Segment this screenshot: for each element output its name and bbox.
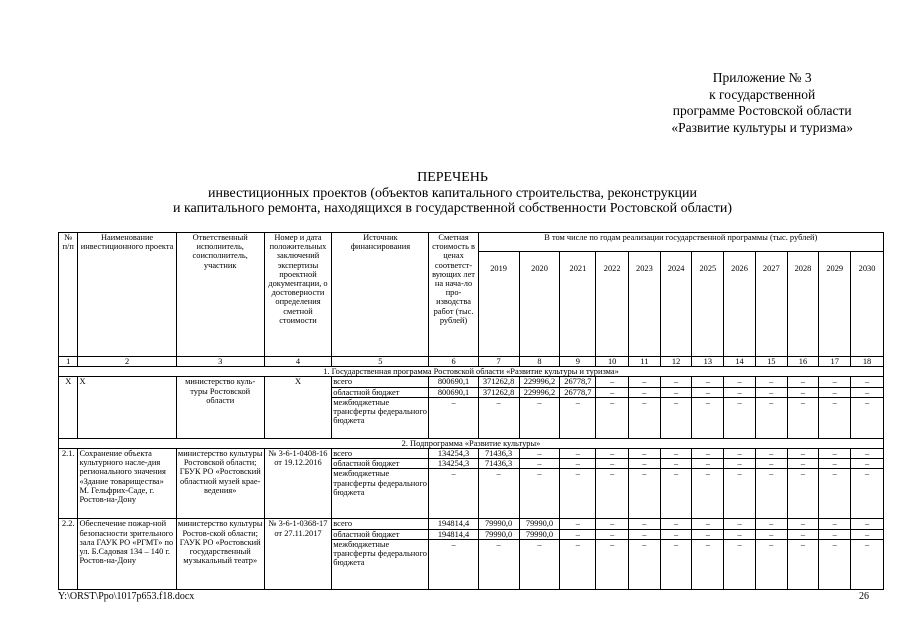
- funding-source: всего: [332, 377, 429, 387]
- column-number: 7: [478, 357, 519, 367]
- year-value: –: [692, 539, 724, 589]
- funding-source: межбюджетные трансферты федерального бюджета: [332, 397, 429, 438]
- estimated-cost: 800690,1: [429, 387, 478, 397]
- page-number: 26: [859, 591, 869, 602]
- year-value: –: [692, 449, 724, 459]
- estimated-cost: 194814,4: [429, 529, 478, 539]
- year-value: –: [819, 469, 851, 519]
- appendix-block: [671, 70, 853, 136]
- year-value: –: [519, 469, 560, 519]
- header-expertise: Номер и дата положительных заключений экспертизы проектной документации, о достоверности определения сметной стоимости: [264, 233, 332, 357]
- year-header: 2023: [629, 252, 661, 357]
- header-cost: Сметная стоимость в ценах соответст-вующих лет на нача-ло про-изводства работ (тыс. рублей): [429, 233, 478, 357]
- year-value: –: [755, 459, 787, 469]
- year-value: –: [596, 397, 629, 438]
- year-value: –: [478, 397, 519, 438]
- column-number: 13: [692, 357, 724, 367]
- year-value: 79990,0: [519, 519, 560, 529]
- funding-source: межбюджетные трансферты федерального бюджета: [332, 539, 429, 589]
- year-header: 2019: [478, 252, 519, 357]
- year-header: 2022: [596, 252, 629, 357]
- year-value: –: [629, 387, 661, 397]
- year-value: 371262,8: [478, 387, 519, 397]
- year-value: –: [819, 449, 851, 459]
- estimated-cost: 194814,4: [429, 519, 478, 529]
- year-value: –: [692, 397, 724, 438]
- column-number: 14: [724, 357, 756, 367]
- appendix-line-3: программе Ростовской области: [672, 103, 852, 118]
- year-header: 2021: [560, 252, 596, 357]
- year-value: –: [819, 459, 851, 469]
- year-value: 79990,0: [519, 529, 560, 539]
- year-header: 2030: [851, 252, 884, 357]
- year-value: –: [851, 387, 884, 397]
- year-value: –: [787, 449, 819, 459]
- header-num: № п/п: [59, 233, 78, 357]
- column-number: 4: [264, 357, 332, 367]
- year-value: –: [596, 529, 629, 539]
- year-value: –: [724, 469, 756, 519]
- year-value: –: [787, 459, 819, 469]
- year-value: –: [660, 529, 692, 539]
- executor-cell: министерство культуры Ростовской области; ГБУК РО «Ростовский областной музей крае-ведения»: [176, 449, 264, 519]
- expertise-cell: № 3-6-1-0408-16 от 19.12.2016: [264, 449, 332, 519]
- year-value: –: [596, 519, 629, 529]
- year-value: –: [629, 469, 661, 519]
- column-number: 18: [851, 357, 884, 367]
- year-value: –: [851, 459, 884, 469]
- year-value: –: [755, 539, 787, 589]
- year-value: –: [560, 459, 596, 469]
- year-value: –: [660, 469, 692, 519]
- year-value: –: [660, 539, 692, 589]
- estimated-cost: –: [429, 539, 478, 589]
- title-line-3: и капитального ремонта, находящихся в государственной собственности Ростовской области): [172, 201, 733, 216]
- expertise-cell: № 3-6-1-0368-17 от 27.11.2017: [264, 519, 332, 589]
- year-header: 2020: [519, 252, 560, 357]
- header-executor: Ответственный исполнитель, соисполнитель, участник: [176, 233, 264, 357]
- column-number: 1: [59, 357, 78, 367]
- funding-source: межбюджетные трансферты федерального бюджета: [332, 469, 429, 519]
- expertise-cell: Х: [264, 377, 332, 438]
- year-value: –: [851, 539, 884, 589]
- executor-cell: министерство культуры Ростов-ской области; ГАУК РО «Ростовский государственный музыкальный театр»: [176, 519, 264, 589]
- column-number: 5: [332, 357, 429, 367]
- executor-cell: министерство куль-туры Ростовской области: [176, 377, 264, 438]
- year-value: –: [755, 529, 787, 539]
- year-value: –: [596, 449, 629, 459]
- year-value: –: [629, 449, 661, 459]
- column-number: 3: [176, 357, 264, 367]
- year-value: –: [724, 519, 756, 529]
- table-row: [59, 519, 884, 529]
- column-number: 2: [78, 357, 176, 367]
- project-name: Обеспечение пожар-ной безопасности зрительного зала ГАУК РО «РГМТ» по ул. Б.Садовая 134 – 140 г. Ростов-на-Дону: [78, 519, 176, 589]
- year-value: –: [819, 539, 851, 589]
- year-value: –: [787, 519, 819, 529]
- year-value: –: [851, 529, 884, 539]
- column-numbers-row: [59, 357, 884, 367]
- project-number: Х: [59, 377, 78, 438]
- year-value: –: [692, 459, 724, 469]
- project-name: Х: [78, 377, 176, 438]
- year-value: –: [819, 397, 851, 438]
- year-value: –: [819, 529, 851, 539]
- year-value: –: [787, 377, 819, 387]
- year-value: –: [724, 449, 756, 459]
- year-value: –: [478, 539, 519, 589]
- projects-table: [58, 232, 884, 590]
- year-value: 79990,0: [478, 529, 519, 539]
- year-value: –: [755, 519, 787, 529]
- year-value: –: [596, 387, 629, 397]
- year-value: –: [819, 519, 851, 529]
- column-number: 12: [660, 357, 692, 367]
- year-value: –: [560, 529, 596, 539]
- year-value: –: [787, 469, 819, 519]
- year-value: –: [787, 397, 819, 438]
- appendix-line-4: «Развитие культуры и туризма»: [671, 119, 853, 135]
- column-number: 8: [519, 357, 560, 367]
- year-value: –: [692, 469, 724, 519]
- estimated-cost: 134254,3: [429, 449, 478, 459]
- year-value: 26778,7: [560, 377, 596, 387]
- year-value: –: [724, 377, 756, 387]
- funding-source: всего: [332, 519, 429, 529]
- section-title: 1. Государственная программа Ростовской области «Развитие культуры и туризма»: [59, 367, 884, 377]
- year-value: –: [660, 459, 692, 469]
- year-value: –: [629, 397, 661, 438]
- appendix-line-1: Приложение № 3: [712, 70, 812, 85]
- year-header: 2025: [692, 252, 724, 357]
- year-value: –: [851, 377, 884, 387]
- year-value: –: [560, 539, 596, 589]
- year-value: –: [787, 539, 819, 589]
- section-title: 2. Подпрограмма «Развитие культуры»: [59, 438, 884, 448]
- year-value: –: [851, 397, 884, 438]
- year-value: –: [692, 377, 724, 387]
- column-number: 15: [755, 357, 787, 367]
- year-value: –: [519, 459, 560, 469]
- year-value: 79990,0: [478, 519, 519, 529]
- year-value: –: [560, 519, 596, 529]
- year-header: 2027: [755, 252, 787, 357]
- column-number: 6: [429, 357, 478, 367]
- funding-source: областной бюджет: [332, 529, 429, 539]
- year-value: 371262,8: [478, 377, 519, 387]
- year-value: –: [629, 539, 661, 589]
- year-value: –: [519, 449, 560, 459]
- year-value: –: [755, 449, 787, 459]
- year-value: –: [560, 397, 596, 438]
- year-value: –: [560, 449, 596, 459]
- year-value: –: [560, 469, 596, 519]
- estimated-cost: 800690,1: [429, 377, 478, 387]
- year-value: 71436,3: [478, 449, 519, 459]
- year-value: –: [629, 529, 661, 539]
- year-value: –: [724, 539, 756, 589]
- year-header: 2029: [819, 252, 851, 357]
- estimated-cost: –: [429, 469, 478, 519]
- year-value: –: [787, 529, 819, 539]
- year-value: 229996,2: [519, 387, 560, 397]
- year-header: 2028: [787, 252, 819, 357]
- document-title: [0, 170, 905, 217]
- year-value: –: [660, 519, 692, 529]
- year-value: –: [755, 469, 787, 519]
- year-value: –: [851, 449, 884, 459]
- file-path: Y:\ORST\Ppo\1017p653.f18.docx: [58, 591, 195, 602]
- column-number: 11: [629, 357, 661, 367]
- year-value: –: [596, 469, 629, 519]
- year-value: –: [819, 377, 851, 387]
- year-value: –: [629, 519, 661, 529]
- year-value: –: [724, 397, 756, 438]
- year-value: –: [660, 377, 692, 387]
- funding-source: всего: [332, 449, 429, 459]
- year-value: –: [519, 397, 560, 438]
- year-value: –: [629, 459, 661, 469]
- year-value: –: [660, 397, 692, 438]
- year-value: –: [629, 377, 661, 387]
- year-value: –: [851, 469, 884, 519]
- section-row: [59, 367, 884, 377]
- appendix-line-2: к государственной: [709, 86, 816, 102]
- year-value: 229996,2: [519, 377, 560, 387]
- year-value: –: [660, 387, 692, 397]
- year-value: –: [819, 387, 851, 397]
- table-row: [59, 449, 884, 459]
- year-value: –: [724, 387, 756, 397]
- year-value: –: [596, 459, 629, 469]
- funding-source: областной бюджет: [332, 387, 429, 397]
- year-value: 26778,7: [560, 387, 596, 397]
- year-value: –: [724, 529, 756, 539]
- year-value: –: [755, 377, 787, 387]
- title-line-2: инвестиционных проектов (объектов капитального строительства, реконструкции: [208, 185, 697, 201]
- year-value: –: [724, 459, 756, 469]
- year-value: –: [596, 539, 629, 589]
- year-header: 2024: [660, 252, 692, 357]
- estimated-cost: –: [429, 397, 478, 438]
- column-number: 16: [787, 357, 819, 367]
- year-value: –: [692, 519, 724, 529]
- section-row: [59, 438, 884, 448]
- year-header: 2026: [724, 252, 756, 357]
- header-years-group: В том числе по годам реализации государственной программы (тыс. рублей): [478, 233, 883, 252]
- year-value: –: [478, 469, 519, 519]
- year-value: –: [787, 387, 819, 397]
- year-value: –: [660, 449, 692, 459]
- funding-source: областной бюджет: [332, 459, 429, 469]
- column-number: 17: [819, 357, 851, 367]
- year-value: –: [755, 387, 787, 397]
- estimated-cost: 134254,3: [429, 459, 478, 469]
- header-row: [59, 233, 884, 252]
- header-source: Источник финансирования: [332, 233, 429, 357]
- project-number: 2.2.: [59, 519, 78, 589]
- year-value: –: [519, 539, 560, 589]
- column-number: 10: [596, 357, 629, 367]
- year-value: –: [596, 377, 629, 387]
- table-row: [59, 377, 884, 387]
- header-name: Наименование инвестиционного проекта: [78, 233, 176, 357]
- year-value: –: [755, 397, 787, 438]
- year-value: –: [851, 519, 884, 529]
- project-name: Сохранение объекта культурного насле-дия регионального значения «Здание товарищества» М. Гельфрих-Саде, г. Ростов-на-Дону: [78, 449, 176, 519]
- year-value: –: [692, 387, 724, 397]
- project-number: 2.1.: [59, 449, 78, 519]
- title-line-1: ПЕРЕЧЕНЬ: [417, 170, 488, 185]
- year-value: –: [692, 529, 724, 539]
- year-value: 71436,3: [478, 459, 519, 469]
- column-number: 9: [560, 357, 596, 367]
